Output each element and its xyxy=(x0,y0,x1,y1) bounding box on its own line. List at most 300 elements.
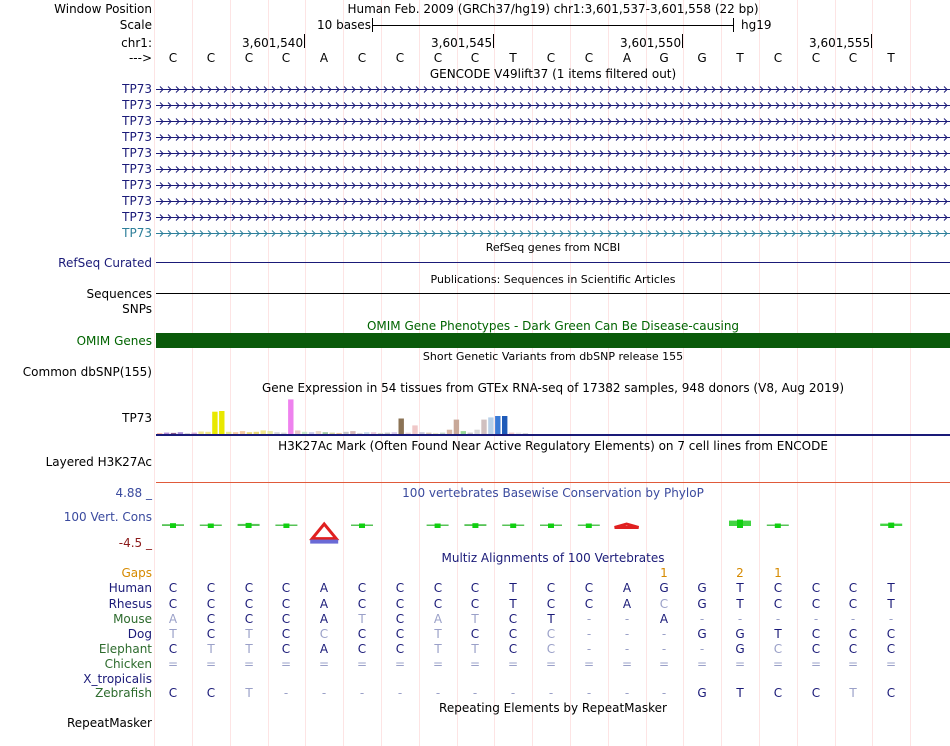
publications-title[interactable]: Publications: Sequences in Scientific Articles xyxy=(430,273,676,286)
gtex-tissue-bar[interactable] xyxy=(474,430,479,434)
multiz-base: C xyxy=(546,627,556,641)
grid-line xyxy=(268,0,269,746)
grid-line xyxy=(230,0,231,746)
gtex-tissue-bar[interactable] xyxy=(309,432,314,434)
phylop-bar-core xyxy=(472,523,478,528)
gtex-gene-label[interactable]: TP73 xyxy=(122,411,152,425)
gtex-title[interactable]: Gene Expression in 54 tissues from GTEx RNA-seq of 17382 samples, 948 donors (V8, Aug 2019) xyxy=(261,381,845,395)
gtex-tissue-bar[interactable] xyxy=(502,416,507,434)
multiz-base: C xyxy=(546,642,556,656)
gtex-expression-chart[interactable] xyxy=(156,396,950,438)
gap-count: 1 xyxy=(660,566,668,580)
phylop-max: 4.88 _ xyxy=(115,486,152,500)
h3k27ac-label[interactable]: Layered H3K27Ac xyxy=(45,455,152,469)
multiz-base: A xyxy=(622,597,632,611)
multiz-base: A xyxy=(433,612,443,626)
multiz-base: T xyxy=(774,627,782,641)
gtex-tissue-bar[interactable] xyxy=(461,431,466,434)
gtex-tissue-bar[interactable] xyxy=(440,433,445,434)
multiz-base: - xyxy=(586,612,592,626)
multiz-base: G xyxy=(735,627,745,641)
gencode-title[interactable]: GENCODE V49lift37 (1 items filtered out) xyxy=(429,67,677,81)
multiz-base: T xyxy=(509,597,517,611)
multiz-base: C xyxy=(811,642,821,656)
window-position-label[interactable]: Window Position xyxy=(54,2,152,16)
repeat-title[interactable]: Repeating Elements by RepeatMasker xyxy=(439,701,667,715)
dna-base: C xyxy=(433,51,443,65)
gtex-tissue-bar[interactable] xyxy=(240,431,245,434)
gtex-tissue-bar[interactable] xyxy=(516,433,521,434)
multiz-base: = xyxy=(545,657,557,671)
gtex-tissue-bar[interactable] xyxy=(488,417,493,434)
ruler-tick-label: 3,601,550 xyxy=(620,36,682,50)
multiz-base: C xyxy=(244,612,254,626)
multiz-base: - xyxy=(548,686,554,700)
gtex-tissue-bar[interactable] xyxy=(350,431,355,434)
dna-base: A xyxy=(319,51,329,65)
gtex-tissue-bar[interactable] xyxy=(295,430,300,434)
gtex-tissue-bar[interactable] xyxy=(447,430,452,434)
gtex-tissue-bar[interactable] xyxy=(274,432,279,434)
multiz-base: A xyxy=(659,612,669,626)
dna-base: C xyxy=(811,51,821,65)
grid-line xyxy=(532,0,533,746)
multiz-base: - xyxy=(624,627,630,641)
gtex-tissue-bar[interactable] xyxy=(219,411,224,434)
multiz-base: C xyxy=(357,597,367,611)
gtex-tissue-bar[interactable] xyxy=(192,433,197,434)
multiz-species-label[interactable]: Zebrafish xyxy=(95,686,152,700)
phylop-bar-core xyxy=(888,523,894,528)
ruler-tick-mark xyxy=(682,34,683,48)
multiz-base: C xyxy=(546,581,556,595)
multiz-base: C xyxy=(206,612,216,626)
gtex-tissue-bar[interactable] xyxy=(157,433,162,434)
dna-base: C xyxy=(244,51,254,65)
grid-line xyxy=(381,0,382,746)
multiz-base: T xyxy=(245,686,253,700)
gtex-tissue-bar[interactable] xyxy=(399,419,404,435)
gencode-transcript-line[interactable] xyxy=(156,229,950,238)
multiz-base: C xyxy=(433,581,443,595)
multiz-base: - xyxy=(888,612,894,626)
refseq-line[interactable] xyxy=(156,262,950,263)
multiz-base: C xyxy=(244,581,254,595)
multiz-base: C xyxy=(848,627,858,641)
gtex-tissue-bar[interactable] xyxy=(205,432,210,434)
grid-line xyxy=(721,0,722,746)
gtex-tissue-bar[interactable] xyxy=(178,432,183,434)
multiz-base: = xyxy=(280,657,292,671)
dna-base: C xyxy=(773,51,783,65)
refseq-label[interactable]: RefSeq Curated xyxy=(58,256,152,270)
dna-base: C xyxy=(168,51,178,65)
phylop-bar-core xyxy=(208,524,214,529)
snps-label[interactable]: SNPs xyxy=(122,302,152,316)
gencode-transcript-line[interactable] xyxy=(156,181,950,190)
multiz-base: - xyxy=(586,642,592,656)
common-dbsnp-label[interactable]: Common dbSNP(155) xyxy=(22,365,152,379)
grid-line xyxy=(570,0,571,746)
gtex-tissue-bar[interactable] xyxy=(185,433,190,434)
multiz-base: C xyxy=(395,642,405,656)
gencode-transcript-label[interactable]: TP73 xyxy=(122,114,152,128)
gtex-tissue-bar[interactable] xyxy=(405,433,410,434)
dna-base: C xyxy=(470,51,480,65)
multiz-base: C xyxy=(395,597,405,611)
gtex-tissue-bar[interactable] xyxy=(302,432,307,434)
gtex-tissue-bar[interactable] xyxy=(523,433,528,434)
gencode-transcript-line[interactable] xyxy=(156,85,950,94)
multiz-base: C xyxy=(168,597,178,611)
multiz-base: C xyxy=(584,581,594,595)
multiz-base: T xyxy=(434,627,442,641)
multiz-base: - xyxy=(397,686,403,700)
multiz-base: C xyxy=(470,597,480,611)
gtex-axis xyxy=(156,434,950,436)
multiz-base: C xyxy=(848,581,858,595)
multiz-base: C xyxy=(886,686,896,700)
grid-line xyxy=(646,0,647,746)
multiz-base: G xyxy=(735,642,745,656)
gencode-transcript-label[interactable]: TP73 xyxy=(122,226,152,240)
multiz-base: C xyxy=(281,597,291,611)
multiz-base: T xyxy=(887,581,895,595)
gtex-tissue-bar[interactable] xyxy=(171,433,176,434)
multiz-base: C xyxy=(281,642,291,656)
dna-base: C xyxy=(206,51,216,65)
multiz-base: - xyxy=(510,686,516,700)
multiz-base: C xyxy=(508,627,518,641)
phylop-negative-bar[interactable] xyxy=(615,524,639,528)
grid-line xyxy=(419,0,420,746)
grid-line xyxy=(192,0,193,746)
multiz-base: - xyxy=(624,612,630,626)
multiz-species-label[interactable]: Elephant xyxy=(98,642,152,656)
ruler-tick-mark xyxy=(493,34,494,48)
grid-line xyxy=(305,0,306,746)
multiz-base: = xyxy=(734,657,746,671)
multiz-base: = xyxy=(621,657,633,671)
multiz-base: C xyxy=(244,597,254,611)
multiz-base: C xyxy=(281,627,291,641)
multiz-base: - xyxy=(624,686,630,700)
dna-base: C xyxy=(281,51,291,65)
gtex-tissue-bar[interactable] xyxy=(385,433,390,434)
multiz-species-label[interactable]: Mouse xyxy=(113,612,152,626)
multiz-base: C xyxy=(546,597,556,611)
multiz-base: C xyxy=(168,642,178,656)
multiz-base: C xyxy=(168,581,178,595)
multiz-base: C xyxy=(508,612,518,626)
h3k27ac-signal[interactable] xyxy=(156,482,950,483)
multiz-species-label[interactable]: Chicken xyxy=(104,657,152,671)
multiz-base: C xyxy=(281,612,291,626)
multiz-base: G xyxy=(697,686,707,700)
gtex-tissue-bar[interactable] xyxy=(468,433,473,434)
multiz-base: C xyxy=(357,627,367,641)
multiz-base: - xyxy=(435,686,441,700)
multiz-base: C xyxy=(773,686,783,700)
gencode-transcript-line[interactable] xyxy=(156,149,950,158)
multiz-base: T xyxy=(169,627,177,641)
dna-base: C xyxy=(848,51,858,65)
multiz-base: C xyxy=(848,597,858,611)
multiz-base: C xyxy=(206,686,216,700)
multiz-base: C xyxy=(811,686,821,700)
multiz-base: = xyxy=(885,657,897,671)
multiz-base: - xyxy=(699,612,705,626)
multiz-base: - xyxy=(661,627,667,641)
multiz-base: A xyxy=(622,581,632,595)
multiz-base: = xyxy=(469,657,481,671)
refseq-title[interactable]: RefSeq genes from NCBI xyxy=(485,241,621,254)
multiz-base: = xyxy=(583,657,595,671)
scale-db: hg19 xyxy=(741,18,772,32)
multiz-species-label[interactable]: Dog xyxy=(127,627,152,641)
gencode-transcript-line[interactable] xyxy=(156,213,950,222)
dna-base: C xyxy=(357,51,367,65)
gencode-transcript-label[interactable]: TP73 xyxy=(122,82,152,96)
multiz-base: = xyxy=(394,657,406,671)
gencode-transcript-label[interactable]: TP73 xyxy=(122,210,152,224)
dna-base: C xyxy=(546,51,556,65)
gaps-label[interactable]: Gaps xyxy=(121,566,152,580)
multiz-base: T xyxy=(358,612,366,626)
gtex-tissue-bar[interactable] xyxy=(343,432,348,434)
gtex-tissue-bar[interactable] xyxy=(212,412,217,434)
gtex-tissue-bar[interactable] xyxy=(433,433,438,434)
multiz-base: = xyxy=(658,657,670,671)
multiz-base: = xyxy=(772,657,784,671)
gtex-tissue-bar[interactable] xyxy=(495,416,500,434)
grid-line xyxy=(683,0,684,746)
gtex-tissue-bar[interactable] xyxy=(426,433,431,434)
multiz-base: C xyxy=(206,581,216,595)
gtex-tissue-bar[interactable] xyxy=(454,420,459,434)
phylop-bar-core xyxy=(775,524,781,529)
multiz-base: A xyxy=(319,597,329,611)
multiz-base: C xyxy=(357,642,367,656)
sequences-line[interactable] xyxy=(156,293,950,294)
ruler-tick-label: 3,601,555 xyxy=(809,36,871,50)
multiz-base: = xyxy=(507,657,519,671)
gtex-tissue-bar[interactable] xyxy=(281,433,286,434)
gencode-transcript-line[interactable] xyxy=(156,133,950,142)
gtex-tissue-bar[interactable] xyxy=(164,433,169,434)
multiz-base: C xyxy=(811,581,821,595)
multiz-base: C xyxy=(395,581,405,595)
dna-base: T xyxy=(887,51,895,65)
omim-title[interactable]: OMIM Gene Phenotypes - Dark Green Can Be Disease-causing xyxy=(366,319,740,333)
scale-label[interactable]: Scale xyxy=(119,18,152,32)
grid-line xyxy=(835,0,836,746)
multiz-base: G xyxy=(697,597,707,611)
gtex-tissue-bar[interactable] xyxy=(419,432,424,434)
phylop-bar-core xyxy=(435,524,441,529)
gencode-transcript-label[interactable]: TP73 xyxy=(122,130,152,144)
grid-line xyxy=(343,0,344,746)
gencode-transcript-label[interactable]: TP73 xyxy=(122,146,152,160)
multiz-base: C xyxy=(281,581,291,595)
gtex-tissue-bar[interactable] xyxy=(288,399,293,434)
ruler-tick-mark xyxy=(304,34,305,48)
gtex-tissue-bar[interactable] xyxy=(330,433,335,434)
multiz-base: - xyxy=(586,686,592,700)
grid-line xyxy=(154,0,155,746)
gtex-tissue-bar[interactable] xyxy=(261,430,266,434)
multiz-base: - xyxy=(359,686,365,700)
dna-base: C xyxy=(395,51,405,65)
multiz-base: = xyxy=(243,657,255,671)
phylop-bar-core xyxy=(737,520,743,528)
gtex-tissue-bar[interactable] xyxy=(247,432,252,434)
gtex-tissue-bar[interactable] xyxy=(267,431,272,434)
gencode-transcript-label[interactable]: TP73 xyxy=(122,178,152,192)
multiz-base: - xyxy=(775,612,781,626)
multiz-base: = xyxy=(847,657,859,671)
sequences-label[interactable]: Sequences xyxy=(86,287,152,301)
multiz-base: - xyxy=(661,642,667,656)
multiz-base: G xyxy=(697,581,707,595)
gencode-transcript-line[interactable] xyxy=(156,101,950,110)
gencode-transcript-line[interactable] xyxy=(156,165,950,174)
gencode-transcript-label[interactable]: TP73 xyxy=(122,162,152,176)
multiz-base: C xyxy=(168,686,178,700)
phylop-bar-core xyxy=(246,523,252,528)
omim-label[interactable]: OMIM Genes xyxy=(76,334,152,348)
multiz-base: T xyxy=(736,686,744,700)
ruler-tick-label: 3,601,545 xyxy=(431,36,493,50)
gtex-tissue-bar[interactable] xyxy=(481,420,486,434)
multiz-base: - xyxy=(586,627,592,641)
omim-gene-bar[interactable] xyxy=(156,333,950,348)
multiz-base: - xyxy=(624,642,630,656)
ruler-tick-label: 3,601,540 xyxy=(242,36,304,50)
multiz-species-label[interactable]: Rhesus xyxy=(108,597,152,611)
dna-base: G xyxy=(697,51,707,65)
gtex-tissue-bar[interactable] xyxy=(254,432,259,434)
multiz-base: - xyxy=(472,686,478,700)
gtex-tissue-bar[interactable] xyxy=(378,433,383,434)
gtex-tissue-bar[interactable] xyxy=(364,432,369,434)
gencode-transcript-line[interactable] xyxy=(156,117,950,126)
multiz-base: C xyxy=(508,642,518,656)
phylop-min: -4.5 _ xyxy=(118,536,152,550)
gencode-transcript-label[interactable]: TP73 xyxy=(122,98,152,112)
scale-bar-left-tick xyxy=(372,18,373,32)
multiz-base: C xyxy=(848,642,858,656)
scale-text: 10 bases xyxy=(317,18,371,32)
multiz-base: C xyxy=(206,597,216,611)
phylop-bar-core xyxy=(586,524,592,529)
gencode-transcript-label[interactable]: TP73 xyxy=(122,194,152,208)
multiz-base: C xyxy=(395,627,405,641)
gtex-tissue-bar[interactable] xyxy=(198,432,203,435)
multiz-title[interactable]: Multiz Alignments of 100 Vertebrates xyxy=(441,551,665,565)
multiz-base: C xyxy=(886,642,896,656)
multiz-base: - xyxy=(661,686,667,700)
multiz-base: T xyxy=(207,642,215,656)
multiz-base: C xyxy=(470,627,480,641)
gap-count: 1 xyxy=(774,566,782,580)
multiz-base: = xyxy=(810,657,822,671)
phylop-bar-core xyxy=(510,524,516,529)
gtex-tissue-bar[interactable] xyxy=(412,425,417,434)
gtex-tissue-bar[interactable] xyxy=(509,433,514,434)
dna-base: T xyxy=(736,51,744,65)
multiz-base: - xyxy=(321,686,327,700)
gap-count: 2 xyxy=(736,566,744,580)
dna-base: G xyxy=(659,51,669,65)
gtex-tissue-bar[interactable] xyxy=(392,432,397,434)
multiz-base: C xyxy=(470,581,480,595)
gtex-tissue-bar[interactable] xyxy=(316,431,321,434)
multiz-base: C xyxy=(773,597,783,611)
multiz-base: T xyxy=(887,597,895,611)
multiz-base: A xyxy=(319,642,329,656)
multiz-species-label[interactable]: Human xyxy=(108,581,152,595)
scale-bar-right-tick xyxy=(733,18,734,32)
multiz-base: = xyxy=(356,657,368,671)
multiz-base: G xyxy=(659,581,669,595)
h3k27ac-title[interactable]: H3K27Ac Mark (Often Found Near Active Regulatory Elements) on 7 cell lines from ENCODE xyxy=(278,439,828,453)
grid-line xyxy=(608,0,609,746)
multiz-base: C xyxy=(811,627,821,641)
multiz-base: A xyxy=(319,612,329,626)
phylop-title[interactable]: 100 vertebrates Basewise Conservation by PhyloP xyxy=(402,486,704,500)
phylop-bar-core xyxy=(548,524,554,529)
assembly-position: Human Feb. 2009 (GRCh37/hg19) chr1:3,601,537-3,601,558 (22 bp) xyxy=(347,2,759,16)
multiz-base: T xyxy=(849,686,857,700)
multiz-base: C xyxy=(206,627,216,641)
multiz-base: T xyxy=(245,627,253,641)
multiz-base: T xyxy=(509,581,517,595)
multiz-base: C xyxy=(773,581,783,595)
multiz-base: T xyxy=(736,597,744,611)
gencode-transcript-line[interactable] xyxy=(156,197,950,206)
multiz-species-label[interactable]: X_tropicalis xyxy=(83,672,152,686)
repeatmasker-label[interactable]: RepeatMasker xyxy=(66,716,152,730)
multiz-base: T xyxy=(245,642,253,656)
multiz-base: C xyxy=(811,597,821,611)
gtex-tissue-bar[interactable] xyxy=(357,433,362,434)
multiz-base: T xyxy=(471,612,479,626)
scale-bar xyxy=(372,25,734,26)
dna-base: T xyxy=(509,51,517,65)
multiz-base: = xyxy=(696,657,708,671)
gtex-tissue-bar[interactable] xyxy=(336,433,341,434)
strand-arrow: ---> xyxy=(128,51,152,65)
multiz-base: C xyxy=(395,612,405,626)
multiz-base: = xyxy=(432,657,444,671)
multiz-base: = xyxy=(318,657,330,671)
multiz-base: C xyxy=(319,627,329,641)
phylop-chart[interactable] xyxy=(156,500,950,548)
phylop-label[interactable]: 100 Vert. Cons xyxy=(63,510,152,524)
gtex-tissue-bar[interactable] xyxy=(233,432,238,434)
gtex-tissue-bar[interactable] xyxy=(323,432,328,434)
phylop-negative-bar[interactable] xyxy=(312,524,336,539)
gtex-tissue-bar[interactable] xyxy=(371,432,376,434)
multiz-base: C xyxy=(886,627,896,641)
phylop-bar-core xyxy=(283,524,289,529)
dna-base: C xyxy=(584,51,594,65)
dbsnp-title[interactable]: Short Genetic Variants from dbSNP release 155 xyxy=(422,350,684,363)
gtex-tissue-bar[interactable] xyxy=(226,432,231,434)
multiz-base: C xyxy=(773,642,783,656)
chrom-label[interactable]: chr1: xyxy=(121,36,152,50)
